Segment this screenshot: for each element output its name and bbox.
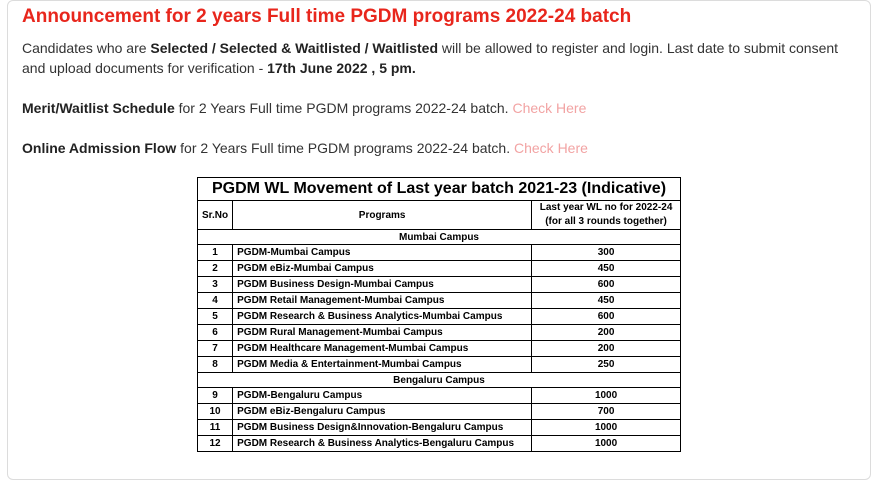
row-sr-no: 12 — [198, 436, 233, 452]
row-wl-number: 450 — [532, 293, 681, 309]
row-program: PGDM Rural Management-Mumbai Campus — [233, 325, 532, 341]
header-wl-line-1: Last year WL no for 2022-24 — [539, 202, 673, 213]
header-programs: Programs — [233, 201, 532, 230]
row-sr-no: 4 — [198, 293, 233, 309]
row-sr-no: 2 — [198, 261, 233, 277]
table-row — [198, 277, 681, 293]
table-header-row — [198, 201, 681, 230]
merit-check-here-link[interactable]: Check Here — [512, 100, 587, 116]
admission-flow-line — [22, 138, 852, 158]
row-sr-no: 7 — [198, 341, 233, 357]
row-wl-number: 600 — [532, 277, 681, 293]
table-row — [198, 404, 681, 420]
row-program: PGDM Business Design-Mumbai Campus — [233, 277, 532, 293]
table-row — [198, 420, 681, 436]
row-sr-no: 9 — [198, 388, 233, 404]
row-sr-no: 11 — [198, 420, 233, 436]
table-row — [198, 436, 681, 452]
row-program: PGDM Retail Management-Mumbai Campus — [233, 293, 532, 309]
row-wl-number: 1000 — [532, 420, 681, 436]
row-wl-number: 700 — [532, 404, 681, 420]
announcement-title: Announcement for 2 years Full time PGDM programs 2022-24 batch — [22, 6, 632, 27]
section-name: Mumbai Campus — [198, 230, 681, 245]
admission-flow-text: for 2 Years Full time PGDM programs 2022-24 batch. — [176, 140, 514, 156]
row-sr-no: 3 — [198, 277, 233, 293]
section-row — [198, 373, 681, 388]
row-program: PGDM-Bengaluru Campus — [233, 388, 532, 404]
row-wl-number: 300 — [532, 245, 681, 261]
row-program: PGDM eBiz-Mumbai Campus — [233, 261, 532, 277]
notice-text-1: Candidates who are — [22, 40, 151, 56]
row-program: PGDM Research & Business Analytics-Mumbai Campus — [233, 309, 532, 325]
table-row — [198, 245, 681, 261]
header-sr-no: Sr.No — [198, 201, 233, 230]
row-program: PGDM Healthcare Management-Mumbai Campus — [233, 341, 532, 357]
admission-flow-label: Online Admission Flow — [22, 140, 177, 156]
row-wl-number: 450 — [532, 261, 681, 277]
row-sr-no: 5 — [198, 309, 233, 325]
registration-notice — [22, 38, 852, 78]
row-sr-no: 6 — [198, 325, 233, 341]
row-sr-no: 10 — [198, 404, 233, 420]
section-row — [198, 230, 681, 245]
table-row — [198, 325, 681, 341]
row-sr-no: 1 — [198, 245, 233, 261]
row-sr-no: 8 — [198, 357, 233, 373]
row-wl-number: 200 — [532, 341, 681, 357]
merit-schedule-text: for 2 Years Full time PGDM programs 2022-24 batch. — [174, 100, 513, 116]
wl-movement-table — [197, 177, 681, 452]
row-program: PGDM-Mumbai Campus — [233, 245, 532, 261]
header-last-year-wl — [532, 201, 681, 230]
table-row — [198, 357, 681, 373]
table-row — [198, 341, 681, 357]
row-program: PGDM Research & Business Analytics-Bengaluru Campus — [233, 436, 532, 452]
notice-status-bold: Selected / Selected & Waitlisted / Waitlisted — [150, 40, 439, 56]
merit-schedule-line — [22, 98, 852, 118]
row-wl-number: 250 — [532, 357, 681, 373]
row-program: PGDM Media & Entertainment-Mumbai Campus — [233, 357, 532, 373]
table-row — [198, 261, 681, 277]
notice-text-2: will be allowed to register and login. Last date to submit consent and upload documents for verification - — [22, 40, 839, 76]
section-name: Bengaluru Campus — [198, 373, 681, 388]
table-row — [198, 309, 681, 325]
header-wl-line-2: (for all 3 rounds together) — [545, 216, 667, 227]
row-wl-number: 200 — [532, 325, 681, 341]
row-wl-number: 600 — [532, 309, 681, 325]
merit-schedule-label: Merit/Waitlist Schedule — [22, 100, 175, 116]
table-row — [198, 293, 681, 309]
table-caption: PGDM WL Movement of Last year batch 2021-23 (Indicative) — [198, 178, 681, 201]
table-row — [198, 388, 681, 404]
row-wl-number: 1000 — [532, 436, 681, 452]
notice-deadline-bold: 17th June 2022 , 5 pm. — [267, 60, 416, 76]
row-program: PGDM eBiz-Bengaluru Campus — [233, 404, 532, 420]
row-wl-number: 1000 — [532, 388, 681, 404]
row-program: PGDM Business Design&Innovation-Bengaluru Campus — [233, 420, 532, 436]
admission-check-here-link[interactable]: Check Here — [514, 140, 588, 156]
